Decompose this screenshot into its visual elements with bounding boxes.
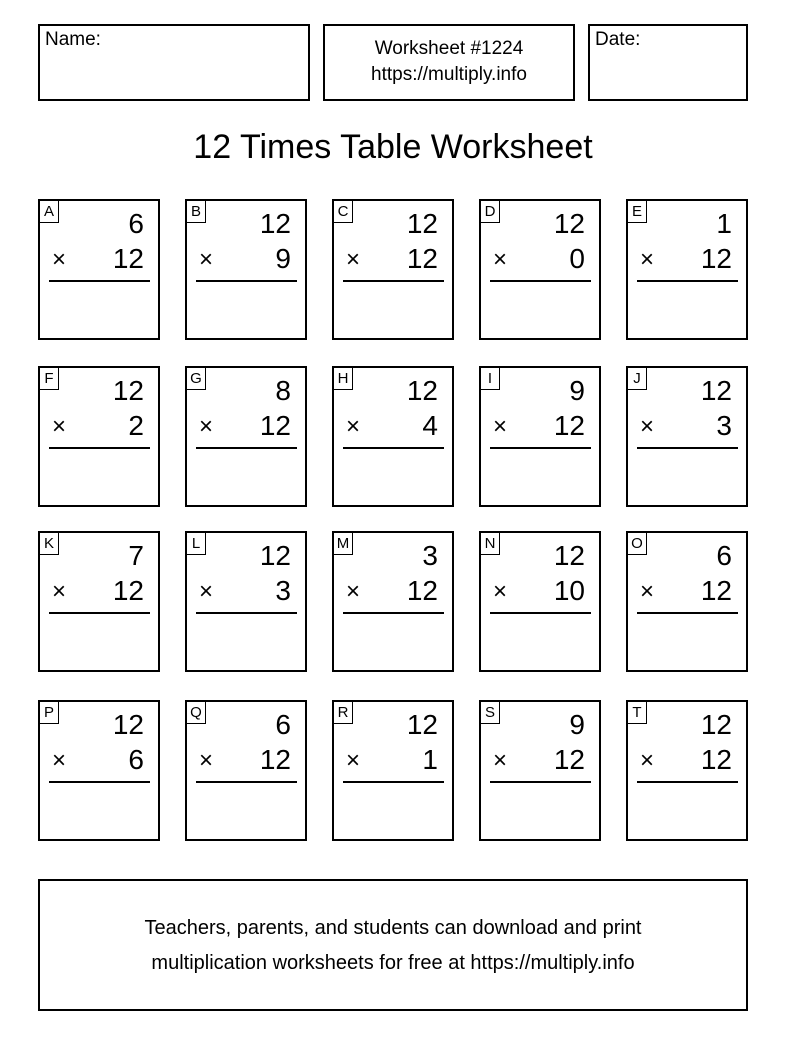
answer-line [49, 781, 150, 783]
problem-letter: B [187, 201, 206, 223]
problem-multiplier: 12 [700, 243, 732, 274]
problem-card [479, 700, 601, 841]
problem-multiplicand: 6 [128, 208, 144, 239]
problem-card [626, 199, 748, 340]
multiply-sign: × [346, 246, 361, 273]
multiply-sign: × [199, 578, 214, 605]
problem-card [38, 531, 160, 672]
problem-letter: D [481, 201, 500, 223]
worksheet-url: https://multiply.info [371, 64, 527, 85]
problem-multiplicand: 6 [275, 709, 291, 740]
problem-multiplier: 12 [700, 575, 732, 606]
problem-multiplicand: 12 [553, 208, 585, 239]
problem-card [332, 531, 454, 672]
answer-line [490, 612, 591, 614]
problem-multiplier: 12 [406, 243, 438, 274]
problem-multiplicand: 12 [406, 709, 438, 740]
problem-letter: K [40, 533, 59, 555]
answer-line [196, 447, 297, 449]
problem-card [626, 700, 748, 841]
worksheet-number: Worksheet #1224 [374, 38, 524, 59]
problem-multiplier: 2 [128, 410, 144, 441]
problem-multiplicand: 12 [259, 540, 291, 571]
problem-letter: J [628, 368, 647, 390]
problem-multiplicand: 12 [112, 375, 144, 406]
problem-multiplier: 9 [275, 243, 291, 274]
problem-letter: F [40, 368, 59, 390]
answer-line [490, 280, 591, 282]
problem-multiplicand: 12 [259, 208, 291, 239]
multiply-sign: × [493, 578, 508, 605]
problem-letter: H [334, 368, 353, 390]
problem-letter: A [40, 201, 59, 223]
answer-line [49, 447, 150, 449]
problem-card [38, 199, 160, 340]
problem-multiplicand: 3 [422, 540, 438, 571]
multiply-sign: × [493, 246, 508, 273]
multiply-sign: × [199, 747, 214, 774]
date-label: Date: [595, 29, 641, 50]
multiply-sign: × [640, 246, 655, 273]
problem-multiplier: 12 [259, 744, 291, 775]
problem-multiplier: 0 [569, 243, 585, 274]
problem-multiplicand: 6 [716, 540, 732, 571]
problem-letter: T [628, 702, 647, 724]
date-field-box [588, 24, 748, 101]
multiply-sign: × [346, 413, 361, 440]
footer-box [38, 879, 748, 1011]
answer-line [343, 781, 444, 783]
problem-card [185, 531, 307, 672]
problem-letter: O [628, 533, 647, 555]
problem-multiplier: 12 [553, 410, 585, 441]
multiply-sign: × [199, 246, 214, 273]
problem-card [626, 531, 748, 672]
answer-line [49, 612, 150, 614]
problem-letter: C [334, 201, 353, 223]
problem-multiplicand: 7 [128, 540, 144, 571]
problem-letter: L [187, 533, 206, 555]
problem-card [38, 366, 160, 507]
answer-line [343, 280, 444, 282]
multiply-sign: × [640, 578, 655, 605]
problem-multiplier: 12 [553, 744, 585, 775]
answer-line [196, 781, 297, 783]
answer-line [637, 612, 738, 614]
problem-multiplicand: 12 [700, 709, 732, 740]
answer-line [490, 447, 591, 449]
answer-line [196, 612, 297, 614]
problem-multiplicand: 12 [406, 208, 438, 239]
answer-line [196, 280, 297, 282]
problem-multiplicand: 1 [716, 208, 732, 239]
answer-line [49, 280, 150, 282]
answer-line [343, 447, 444, 449]
multiply-sign: × [199, 413, 214, 440]
problem-letter: N [481, 533, 500, 555]
answer-line [490, 781, 591, 783]
multiply-sign: × [640, 413, 655, 440]
problem-multiplier: 10 [553, 575, 585, 606]
problem-multiplier: 12 [112, 243, 144, 274]
problem-letter: R [334, 702, 353, 724]
answer-line [343, 612, 444, 614]
problem-multiplicand: 12 [553, 540, 585, 571]
problem-multiplier: 12 [406, 575, 438, 606]
multiply-sign: × [346, 578, 361, 605]
multiply-sign: × [493, 747, 508, 774]
problem-card [38, 700, 160, 841]
answer-line [637, 447, 738, 449]
problem-letter: P [40, 702, 59, 724]
multiply-sign: × [52, 246, 67, 273]
problem-multiplier: 12 [259, 410, 291, 441]
problem-letter: M [334, 533, 353, 555]
problem-card [332, 700, 454, 841]
worksheet-info-box [323, 24, 575, 101]
problem-multiplier: 1 [422, 744, 438, 775]
problem-multiplier: 12 [112, 575, 144, 606]
problem-card [185, 366, 307, 507]
answer-line [637, 781, 738, 783]
problem-card [332, 366, 454, 507]
problem-multiplicand: 12 [406, 375, 438, 406]
multiply-sign: × [346, 747, 361, 774]
problem-multiplicand: 12 [112, 709, 144, 740]
problem-multiplier: 3 [275, 575, 291, 606]
problem-letter: E [628, 201, 647, 223]
problem-card [479, 199, 601, 340]
problem-multiplier: 4 [422, 410, 438, 441]
multiply-sign: × [640, 747, 655, 774]
multiply-sign: × [52, 578, 67, 605]
multiply-sign: × [52, 413, 67, 440]
problem-letter: Q [187, 702, 206, 724]
problem-card [185, 199, 307, 340]
problem-multiplicand: 8 [275, 375, 291, 406]
problem-card [332, 199, 454, 340]
footer-line-2: multiplication worksheets for free at https://multiply.info [151, 952, 635, 974]
problem-letter: I [481, 368, 500, 390]
problem-letter: S [481, 702, 500, 724]
footer-line-1: Teachers, parents, and students can download and print [144, 917, 642, 939]
problem-multiplier: 3 [716, 410, 732, 441]
problem-multiplicand: 9 [569, 375, 585, 406]
page-title: 12 Times Table Worksheet [193, 128, 593, 166]
problem-multiplicand: 9 [569, 709, 585, 740]
multiply-sign: × [493, 413, 508, 440]
problem-card [479, 531, 601, 672]
problem-card [185, 700, 307, 841]
problem-multiplicand: 12 [700, 375, 732, 406]
problem-card [626, 366, 748, 507]
answer-line [637, 280, 738, 282]
name-label: Name: [45, 29, 101, 50]
problem-multiplier: 6 [128, 744, 144, 775]
name-field-box [38, 24, 310, 101]
problem-card [479, 366, 601, 507]
problem-letter: G [187, 368, 206, 390]
multiply-sign: × [52, 747, 67, 774]
problem-multiplier: 12 [700, 744, 732, 775]
